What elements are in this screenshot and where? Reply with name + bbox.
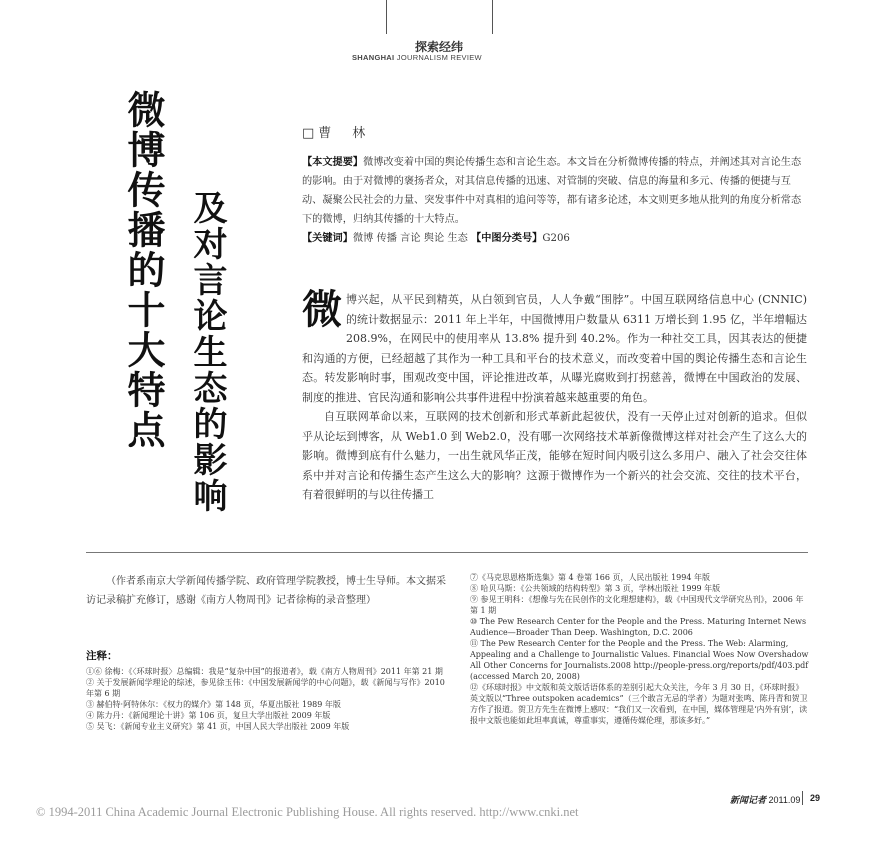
note-item: ⑩ The Pew Research Center for the People and the Press. Maturing Internet News Audience—Broader Than Deep. Washington, D.C. 2006 [470,617,807,637]
magazine-logo: 新闻记者 [730,796,767,806]
copyright-watermark: © 1994-2011 China Academic Journal Electronic Publishing House. All rights reserved. http://www.cnki.net [36,805,579,819]
abstract [302,153,808,248]
note-item: ② 关于发展新闻学理论的综述，参见徐玉伟：《中国发展新闻学的中心问题》，载《新闻与写作》2010 年第 6 期 [86,678,445,698]
note-item: ⑤ 吴飞：《新闻专业主义研究》第 41 页，中国人民大学出版社 2009 年版 [86,722,350,731]
class-value: G206 [542,233,570,244]
keywords-label: 【关键词】 [302,233,353,244]
class-label: 【中图分类号】 [471,233,543,244]
notes-right [470,572,810,726]
note-item: ④ 陈力丹：《新闻理论十讲》第 106 页，复旦大学出版社 2009 年版 [86,711,331,720]
body-paragraph: 自互联网革命以来，互联网的技术创新和形式革新此起彼伏，没有一天停止过对创新的追求。但似乎从论坛到博客，从 Web1.0 到 Web2.0，没有哪一次网络技术革新像微博这样对社会产生了这么大的影响。微博到底有什么魅力，一出生就风华正茂，能够在短时间内吸引这么多用户、融入了社会交往体系中并对言论和传播生态产生这么大的影响？这源于微博作为一个新兴的社会交流、交往的技术平台，有着很鲜明的与以往传播工 [302,410,807,501]
notes-title: 注释： [86,650,118,662]
note-item: ⑪ The Pew Research Center for the People and the Press. The Web: Alarming, Appealing and a Challenge to Journalistic Values. Financial Woes Now Overshadow All Other Concerns for Journalists.2008 http://people-press.org/reports/pdf/403.pdf (accessed March 20, 2008) [470,639,809,681]
footer-rule [802,791,803,805]
journal-name-bold: SHANGHAI [352,53,395,62]
note-item: ⑧ 哈贝马斯：《公共领域的结构转型》第 3 页，学林出版社 1999 年版 [470,584,721,593]
body-paragraph [302,287,807,407]
drop-cap: 微 [302,287,342,333]
article-title-line1: 微博传播的十大特点 [121,90,165,450]
journal-name-rest: JOURNALISM REVIEW [396,53,482,62]
section-title: 探索经纬 [415,40,464,54]
note-item: ⑨ 参见王明科：《想像与先在民创作的文化理想建构》，载《中国现代文学研究丛刊》，2006 年第 1 期 [470,595,804,615]
article-title-line2: 及对言论生态的影响 [187,190,227,514]
article-body [302,287,807,505]
author-name: □曹 林 [302,126,370,141]
journal-name [352,53,482,62]
footer-magazine [730,793,800,806]
note-item: ⑫《环球时报》中文版和英文版话语体系的差别引起大众关注，今年 3 月 30 日，《环球时报》英文版以“Three outspoken academics”（三个敢言无忌的学者）为题对张鸣、陈丹青和贺卫方作了报道。贺卫方先生在微博上感叹：“我们又一次看到，在中国，媒体管理是‘内外有别’，读报中文版也能如此坦率真诚，尊重事实，遵循传媒伦理，那该多好。” [470,683,808,725]
page-number: 29 [810,793,821,803]
notes-left [86,666,446,732]
note-item: ③ 赫伯特·阿特休尔：《权力的媒介》第 148 页，华夏出版社 1989 年版 [86,700,341,709]
header-rule-left [386,0,387,34]
issue-date: 2011.09 [768,795,801,805]
abstract-text: 微博改变着中国的舆论传播生态和言论生态。本文旨在分析微博传播的特点，并阐述其对言论生态的影响。由于对微博的褒扬者众，对其信息传播的迅速、对管制的突破、信息的海量和多元、传播的便捷与互动、凝聚公民社会的力量、突发事件中对真相的追问等等，都有诸多论述，本文则更多地从批判的角度分析常态下的微博，归纳其传播的十大特点。 [302,157,802,225]
body-paragraph-1-text: 博兴起，从平民到精英，从白领到官员，人人争戴“围脖”。中国互联网络信息中心 (CNNIC) 的统计数据显示：2011 年上半年，中国微博用户数量从 6311 万增长到 1.95 亿，半年增幅达 208.9%，在网民中的使用率从 13.8% 提升到 40.2%。作为一种社交工具，因其表达的便捷和沟通的方便，已经超越了其作为一种工具和平台的技术意义，而改变着中国的舆论传播生态和言论生态。转发影响时事，围观改变中国，评论推进改革，从曝光腐败到打拐慈善，微博在中国政治的发展、制度的推进、官民沟通和影响公共事件进程中扮演着越来越重要的角色。 [302,293,807,404]
header-rule-right [492,0,493,34]
author-note: （作者系南京大学新闻传播学院、政府管理学院教授，博士生导师。本文据采访记录稿扩充修订，感谢《南方人物周刊》记者徐梅的录音整理） [86,576,446,606]
note-item: ①⑥ 徐梅：《〈环球时报〉总编辑：我是“复杂中国”的报道者》，载《南方人物周刊》2011 年第 21 期 [86,667,443,676]
footnote-divider [86,552,808,553]
keywords: 微博 传播 言论 舆论 生态 [352,233,468,244]
note-item: ⑦《马克思恩格斯选集》第 4 卷第 166 页，人民出版社 1994 年版 [470,573,710,582]
abstract-label: 【本文提要】 [302,157,364,168]
